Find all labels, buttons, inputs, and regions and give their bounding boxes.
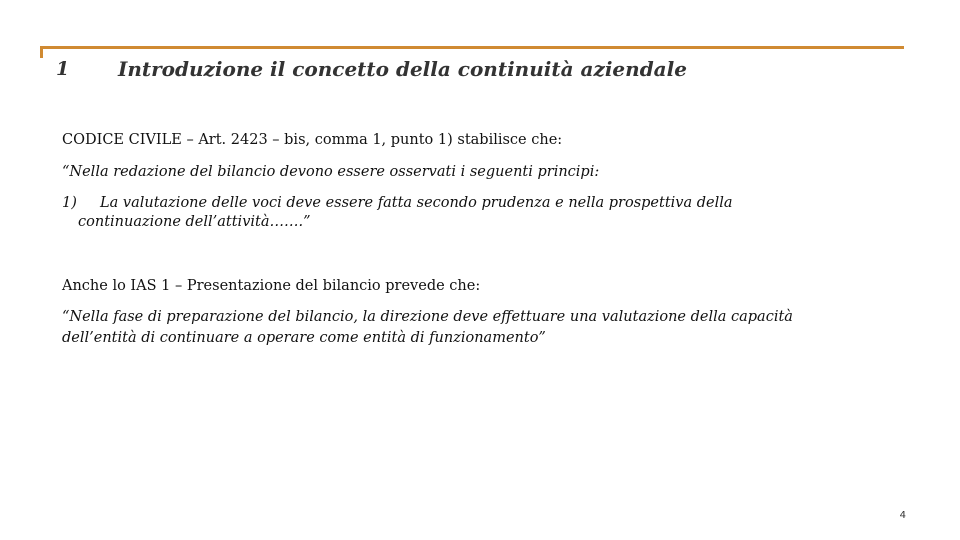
ias-intro: Anche lo IAS 1 – Presentazione del bilancio prevede che: [62, 278, 481, 294]
ias-quote-line1: “Nella fase di preparazione del bilancio, la direzione deve effettuare una valutazione della capacità [62, 309, 793, 325]
codice-civile-intro: CODICE CIVILE – Art. 2423 – bis, comma 1, punto 1) stabilisce che: [62, 132, 563, 148]
header-rule [40, 46, 904, 49]
header-rule-tick [40, 46, 43, 58]
page-number: 4 [899, 510, 906, 521]
list-item-line2: continuazione dell’attività…….” [78, 214, 311, 230]
ias-quote-line2: dell’entità di continuare a operare come entità di funzionamento” [62, 330, 546, 346]
slide-title: Introduzione il concetto della continuità aziendale [118, 57, 687, 81]
list-item-number: 1) [62, 195, 77, 211]
section-number: 1 [56, 58, 70, 80]
codice-civile-quote: “Nella redazione del bilancio devono essere osservati i seguenti principi: [62, 164, 600, 180]
list-item [62, 194, 733, 232]
list-item-line1: La valutazione delle voci deve essere fatta secondo prudenza e nella prospettiva della [100, 195, 733, 211]
